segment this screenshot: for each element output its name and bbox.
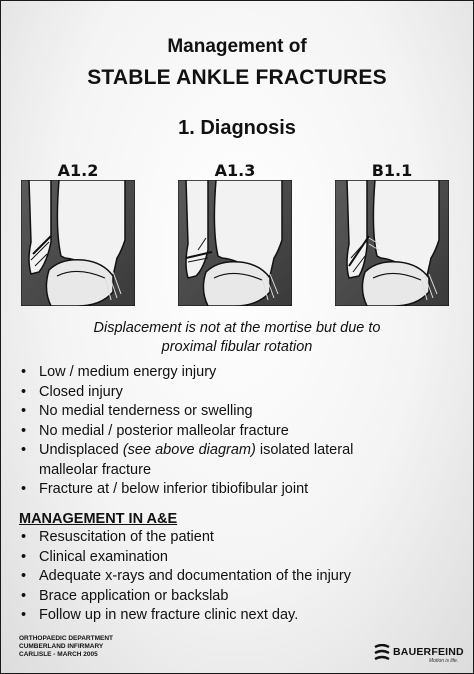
bullet-icon: • [21,607,27,623]
diagram-label: A1.3 [214,161,256,180]
caption-line-2: proximal fibular rotation [161,339,313,355]
diagnosis-list [19,363,459,500]
list-item [19,528,459,548]
list-item [19,383,459,403]
list-item-emphasis: (see above diagram) [122,442,256,458]
bullet-icon: • [21,529,27,545]
list-item-text: Undisplaced [39,442,123,458]
bullet-icon: • [21,422,27,439]
title-line-2: STABLE ANKLE FRACTURES [87,66,387,89]
logo-mark-icon [373,644,391,664]
list-item-text: Resuscitation of the patient [39,529,214,545]
list-item-text: No medial / posterior malleolar fracture [39,422,289,439]
ankle-xray-diagram [178,180,292,306]
caption-line-1: Displacement is not at the mortise but due to [93,320,381,336]
diagram-caption [21,319,453,357]
management-list [19,528,459,626]
footer-line-2: CUMBERLAND INFIRMARY [19,643,104,650]
list-item-text-continued: malleolar fracture [39,461,152,478]
list-item [19,548,459,568]
bullet-icon: • [21,587,27,604]
list-item-text: Fracture at / below inferior tibiofibular joint [39,481,309,497]
diagram-a1-2 [21,161,135,306]
diagram-label: B1.1 [371,161,413,180]
footer-line-3: CARLISLE - MARCH 2005 [19,651,98,658]
footer-credits [19,635,113,659]
ankle-xray-diagram [21,180,135,306]
list-item-text: Low / medium energy injury [39,364,217,380]
section-title-diagnosis: 1. Diagnosis [178,117,296,139]
bullet-icon: • [21,568,27,584]
list-item [19,587,459,607]
list-item-text: isolated lateral [255,442,354,458]
title-line-1: Management of [167,36,307,57]
list-item [19,480,459,500]
bullet-icon: • [21,364,27,380]
bullet-icon: • [21,442,27,458]
list-item [19,422,459,442]
bullet-icon: • [21,548,27,565]
bullet-icon: • [21,403,27,419]
list-item-text: Adequate x-rays and documentation of the injury [39,568,351,584]
bauerfeind-logo [373,642,463,666]
management-heading: MANAGEMENT IN A&E [19,511,178,527]
logo-name: BAUERFEIND [393,646,464,658]
list-item-text: Brace application or backslab [39,587,229,604]
list-item [19,363,459,383]
list-item [19,402,459,422]
footer-line-1: ORTHOPAEDIC DEPARTMENT [19,635,114,642]
list-item [19,606,459,626]
bullet-icon: • [21,383,27,400]
diagram-a1-3 [178,161,292,306]
list-item-text: Follow up in new fracture clinic next day. [39,607,299,623]
ankle-xray-diagram [335,180,449,306]
list-item-text: No medial tenderness or swelling [39,403,253,419]
list-item [19,567,459,587]
list-item-text: Closed injury [39,383,123,400]
bullet-icon: • [21,481,27,497]
list-item-text: Clinical examination [39,548,168,565]
diagram-b1-1 [335,161,449,306]
list-item [19,441,459,480]
diagram-label: A1.2 [57,161,99,180]
logo-tagline: Motion is life. [429,658,459,664]
